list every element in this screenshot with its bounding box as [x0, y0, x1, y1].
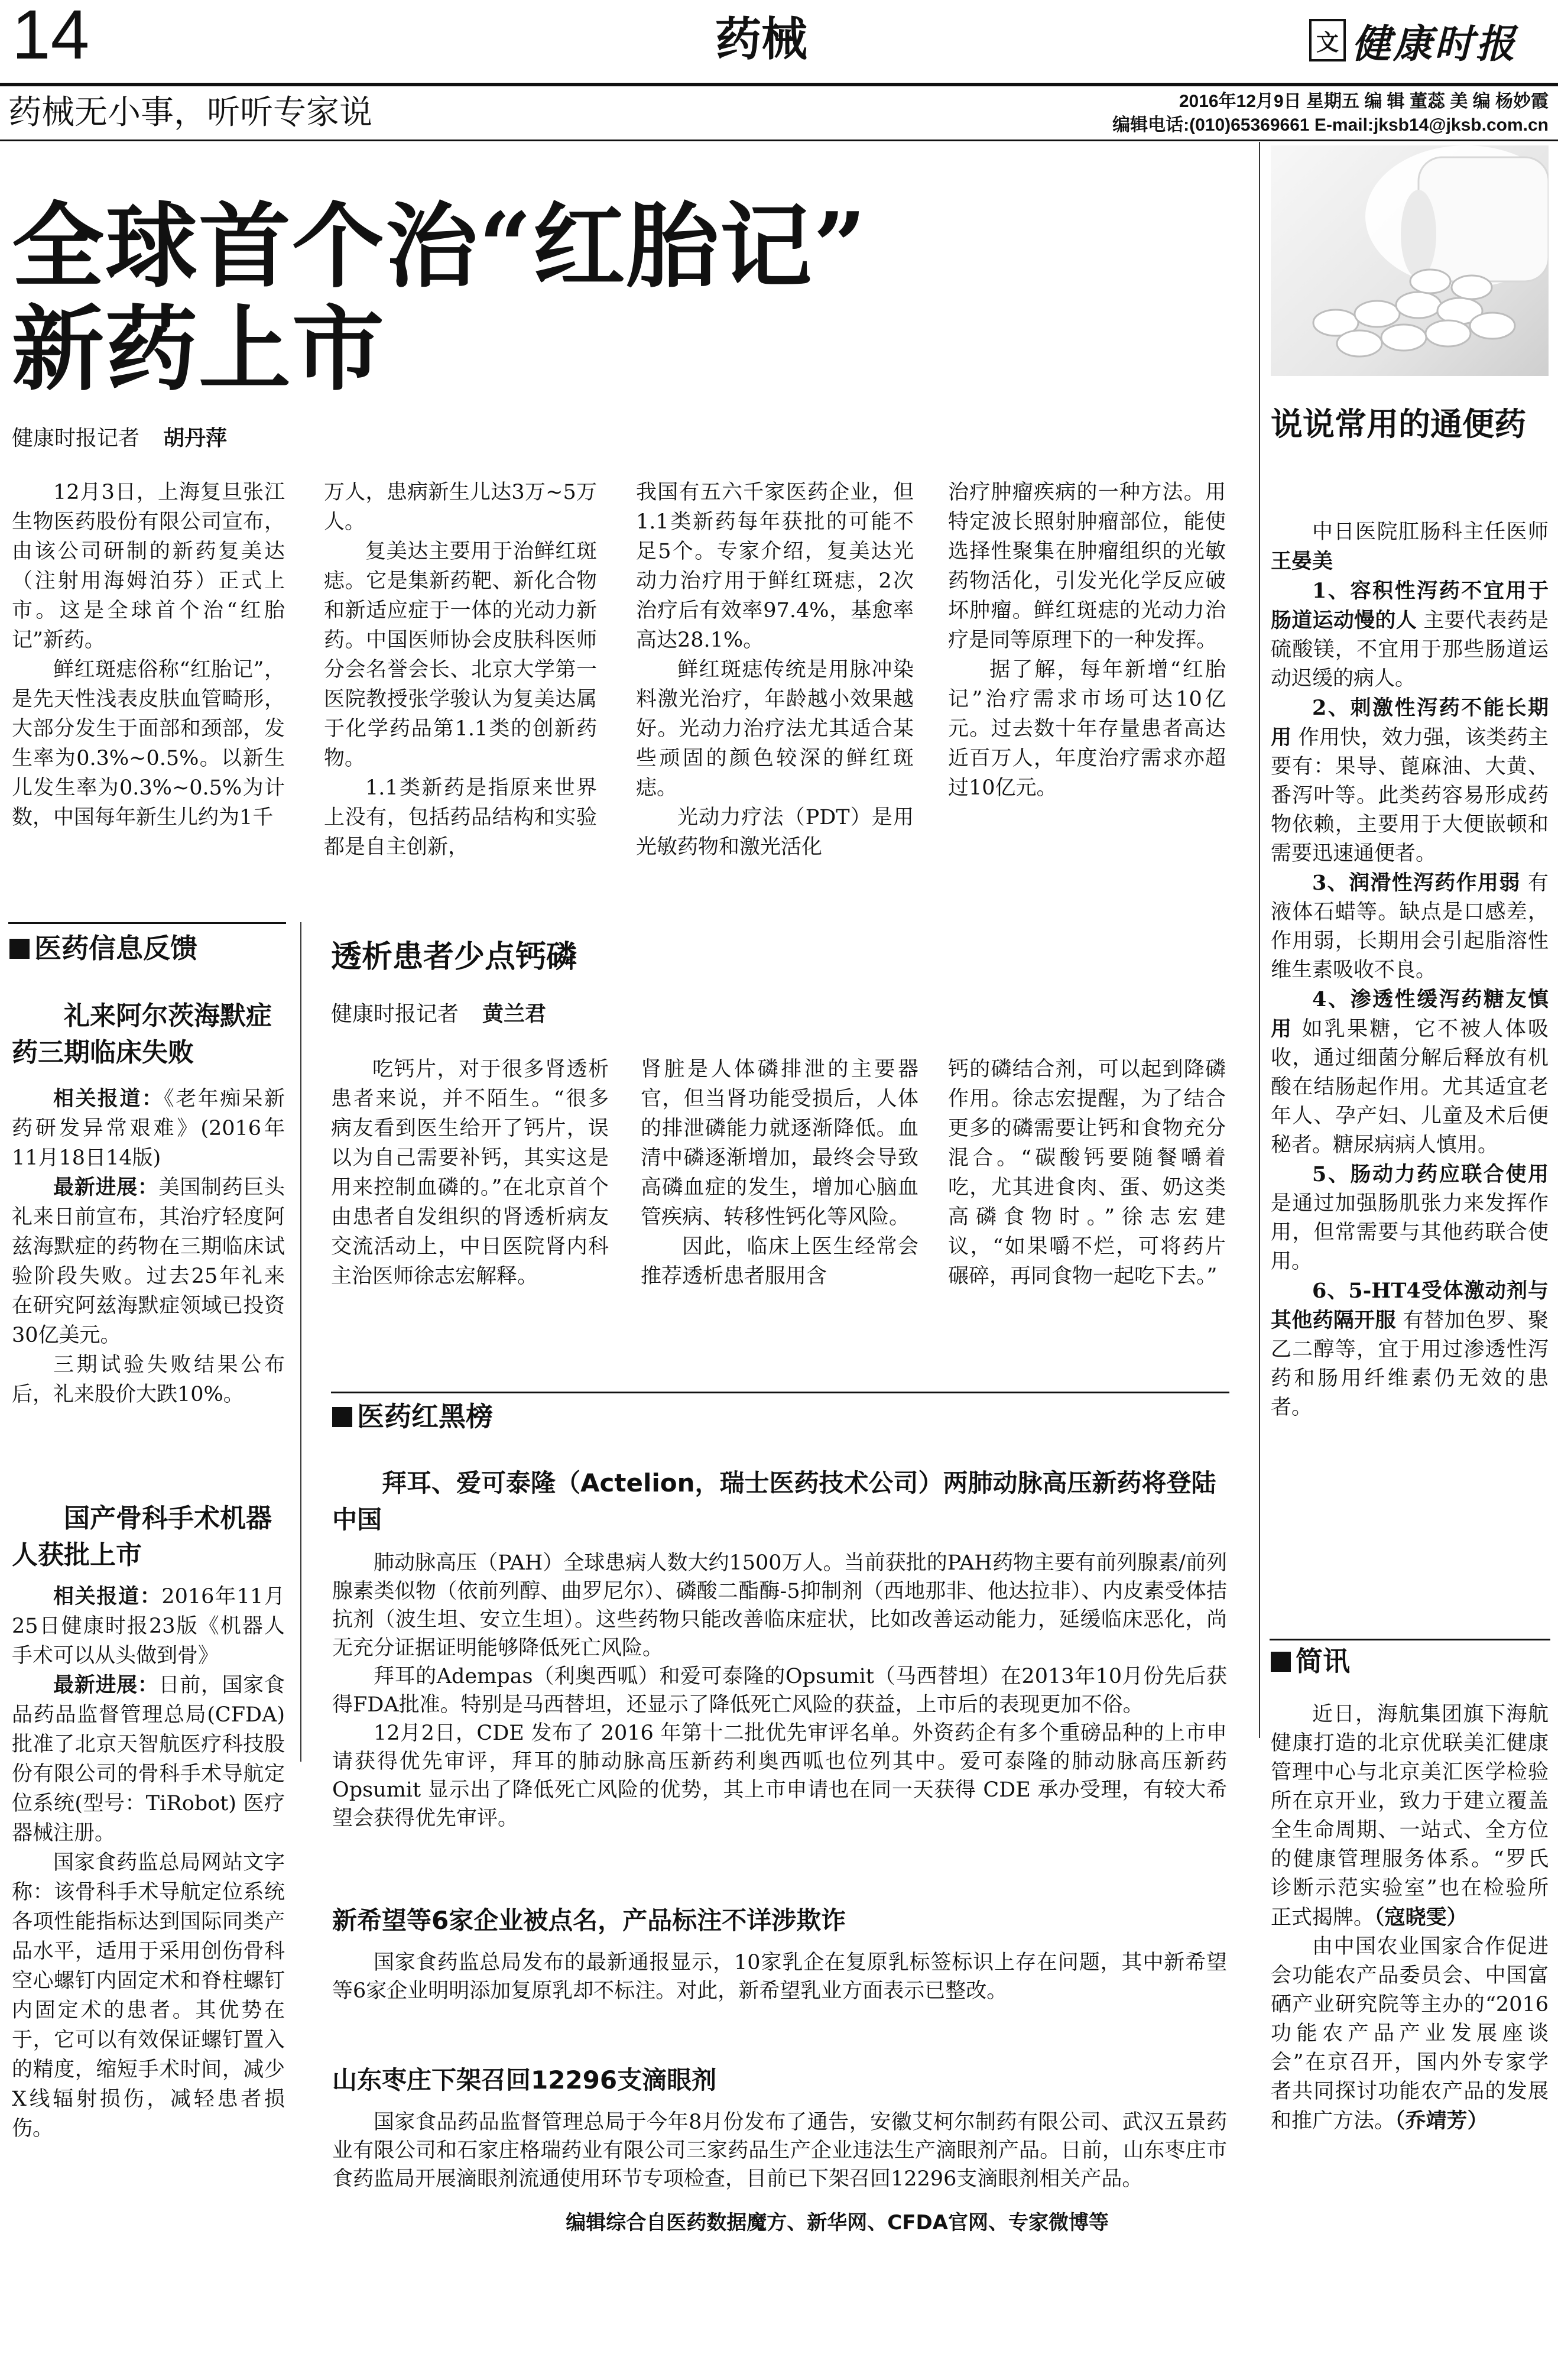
related-report: [12, 1582, 285, 1671]
dialysis-paragraph: 钙的磷结合剂，可以起到降磷作用。徐志宏提醒，为了结合更多的磷需要让钙和食物充分混合。“碳酸钙要随餐嚼着吃，尤其进食肉、蛋、奶这类高磷食物时。”徐志宏建议，“如果嚼不烂，可将药片碾碎，再同食物一起吃下去。”: [948, 1058, 1226, 1288]
feedback-story1-title: 礼来阿尔茨海默症药三期临床失败: [12, 1001, 272, 1068]
sidebar-item-head: 2、刺激性泻药不能长期用: [1271, 696, 1549, 750]
sidebar-item-body: 如乳果糖，它不被人体吸收，通过细菌分解后释放有机酸在结肠起作用。尤其适宜老年人、孕产妇、儿童及术后便秘者。糖尿病病人慎用。: [1271, 1017, 1549, 1157]
lead-paragraph: 万人，患病新生儿达3万~5万人。: [324, 481, 597, 534]
brief-paragraph: [1271, 1932, 1549, 2136]
square-bullet-icon: [1271, 1652, 1291, 1672]
author-title: 中日医院肛肠科主任医师: [1312, 520, 1549, 544]
sidebar-item-body: 有替加色罗、聚乙二醇等，宜于用过渗透性泻药和肠用纤维素仍无效的患者。: [1271, 1309, 1549, 1419]
section-rule: [331, 1392, 1229, 1393]
brief-news-body: [1271, 1700, 1549, 2136]
redblack-credit: 编辑综合自医药数据魔方、新华网、CFDA官网、专家微博等: [566, 2211, 1109, 2235]
header-divider-thin: [0, 140, 1558, 141]
main-byline: [12, 423, 227, 453]
lead-column-4: [948, 478, 1226, 803]
byline-prefix: 健康时报记者: [331, 1002, 459, 1026]
byline-prefix: 健康时报记者: [12, 426, 140, 450]
brief-text: 近日，海航集团旗下海航健康打造的北京优联美汇健康管理中心与北京美汇医学检验所在京开业，致力于建立覆盖全生命周期、一站式、全方位的健康管理服务体系。“罗氏诊断示范实验室”也在检验所正式揭牌。: [1271, 1703, 1549, 1930]
lead-column-2: [324, 478, 597, 862]
sidebar-item-head: 5、肠动力药应联合使用: [1312, 1162, 1549, 1186]
lead-paragraph: 复美达主要用于治鲜红斑痣。它是集新药靶、新化合物和新适应症于一体的光动力新药。中国医师协会皮肤科医师分会名誉会长、北京大学第一医院教授张学骏认为复美达属于化学药品第1.1类的创新药物。: [324, 540, 597, 770]
feedback-story1-body: [12, 1084, 285, 1409]
lead-paragraph: 1.1类新药是指原来世界上没有，包括药品结构和实验都是自主创新，: [324, 776, 597, 859]
feedback-story2-title: 国产骨科手术机器人获批上市: [12, 1503, 272, 1570]
byline-name: 胡丹萍: [163, 426, 228, 450]
sidebar-item-body: 是通过加强肠肌张力来发挥作用，但常需要与其他药联合使用。: [1271, 1192, 1549, 1273]
dialysis-column-2: [641, 1055, 918, 1291]
brief-news-header: [1271, 1642, 1350, 1680]
sidebar-item-body: 有液体石蜡等。缺点是口感差，作用弱，长期用会引起脂溶性维生素吸收不良。: [1271, 871, 1549, 982]
latest-text: 日前，国家食品药品监督管理总局(CFDA) 批准了北京天智航医疗科技股份有限公司的骨科手术导航定位系统(型号：TiRobot) 医疗器械注册。: [12, 1674, 285, 1845]
square-bullet-icon: [9, 939, 30, 959]
redblack-header: [332, 1397, 493, 1435]
redblack-paragraph: 12月2日，CDE 发布了 2016 年第十二批优先审评名单。外资药企有多个重磅品种的上市申请获得优先审评，拜耳的肺动脉高压新药利奥西呱也位列其中。爱可泰隆的肺动脉高压新药 Opsumit 显示出了降低死亡风险的优势，其上市申请也在同一天获得 CDE 承办受理，有较大希望会获得优先审评。: [332, 1721, 1227, 1830]
brand-logo: [1309, 17, 1551, 67]
logo-name: 健康时报: [1352, 20, 1517, 67]
lead-paragraph: 鲜红斑痣传统是用脉冲染料激光治疗，年龄越小效果越好。光动力治疗法尤其适合某些顽固的颜色较深的鲜红斑痣。: [636, 658, 914, 800]
square-bullet-icon: [332, 1407, 352, 1427]
related-text: 《老年痴呆新药研发异常艰难》(2016年11月18日14版): [12, 1087, 285, 1170]
redblack-paragraph: 国家食药监总局发布的最新通报显示，10家乳企在复原乳标签标识上存在问题，其中新希望等6家企业明明添加复原乳却不标注。对此，新希望乳业方面表示已整改。: [332, 1951, 1227, 2003]
lead-paragraph: 12月3日，上海复旦张江生物医药股份有限公司宣布，由该公司研制的新药复美达（注射用海姆泊芬）正式上市。这是全球首个治“红胎记”新药。: [12, 481, 285, 652]
latest-progress: [12, 1671, 285, 1848]
feedback-paragraph: 国家食药监总局网站文字称：该骨科手术导航定位系统各项性能指标达到国际同类产品水平，适用于采用创伤骨科空心螺钉内固定术和脊柱螺钉内固定术的患者。其优势在于，它可以有效保证螺钉置入的精度，缩短手术时间，减少X线辐射损伤，减轻患者损伤。: [12, 1851, 285, 2141]
dialysis-column-3: [948, 1055, 1226, 1291]
latest-label: 最新进展：: [53, 1673, 159, 1697]
redblack-story2-body: [332, 1948, 1227, 2005]
dialysis-paragraph: 肾脏是人体磷排泄的主要器官，但当肾功能受损后，人体的排泄磷能力就逐渐降低。血清中磷逐渐增加，最终会导致高磷血症的发生，增加心脑血管疾病、转移性钙化等风险。: [641, 1058, 918, 1229]
redblack-story2-title: 新希望等6家企业被点名，产品标注不详涉欺诈: [332, 1906, 846, 1935]
lead-column-1: [12, 478, 285, 832]
pills-illustration: [1271, 145, 1549, 376]
pills-photo: [1271, 145, 1549, 376]
sidebar-item-body: 作用快，效力强，该类药主要有：果导、蓖麻油、大黄、番泻叶等。此类药容易形成药物依赖，主要用于大便嵌顿和需要迅速通便者。: [1271, 726, 1549, 865]
column-divider: [300, 922, 301, 1762]
redblack-paragraph: 肺动脉高压（PAH）全球患病人数大约1500万人。当前获批的PAH药物主要有前列腺素/前列腺素类似物（依前列醇、曲罗尼尔）、磷酸二酯酶-5抑制剂（西地那非、他达拉非）、内皮素受体拮抗剂（波生坦、安立生坦）。这些药物只能改善临床症状，比如改善运动能力，延缓临床恶化，尚无充分证据证明能够降低死亡风险。: [332, 1551, 1227, 1660]
brief-author: （寇晓雯）: [1374, 1905, 1468, 1930]
lead-paragraph: 光动力疗法（PDT）是用光敏药物和激光活化: [636, 806, 914, 859]
related-label: 相关报道：: [53, 1584, 162, 1609]
sidebar-item: [1271, 1160, 1549, 1276]
sidebar-item: [1271, 985, 1549, 1160]
lead-paragraph: 鲜红斑痣俗称“红胎记”，是先天性浅表皮肤血管畸形，大部分发生于面部和颈部，发生率为0.3%~0.5%。以新生儿发生率为0.3%~0.5%为计数，中国每年新生儿约为1千: [12, 658, 285, 829]
latest-label: 最新进展：: [53, 1175, 159, 1199]
page-number: 14: [12, 0, 90, 74]
sidebar-item-head: 6、5-HT4受体激动剂与其他药隔开服: [1271, 1279, 1549, 1332]
feedback-story2-body: [12, 1582, 285, 2144]
sidebar-title: 说说常用的通便药: [1271, 406, 1526, 443]
redblack-paragraph: 拜耳的Adempas（利奥西呱）和爱可泰隆的Opsumit（马西替坦）在2013年10月份先后获得FDA批准。特别是马西替坦，还显示了降低死亡风险的获益，上市后的表现更加不俗。: [332, 1665, 1227, 1717]
sidebar-article: [1271, 518, 1549, 1422]
sidebar-item-body: 主要代表药是硫酸镁，不宜用于那些肠道运动迟缓的病人。: [1271, 609, 1549, 690]
sidebar-item-head: 4、渗透性缓泻药糖友慎用: [1271, 987, 1549, 1041]
dialysis-column-1: [331, 1055, 609, 1291]
issue-date-line: 2016年12月9日 星期五 编 辑 董蕊 美 编 杨妙霞: [1179, 92, 1549, 111]
dialysis-paragraph: 吃钙片，对于很多肾透析患者来说，并不陌生。“很多病友看到医生给开了钙片，误以为自己需要补钙，其实这是用来控制血磷的。”在北京首个由患者自发组织的肾透析病友交流活动上，中日医院肾内科主治医师徐志宏解释。: [331, 1058, 609, 1288]
related-report: [12, 1084, 285, 1173]
brief-paragraph: [1271, 1700, 1549, 1932]
brief-text: 由中国农业国家合作促进会功能农产品委员会、中国富硒产业研究院等主办的“2016功能农产品产业发展座谈会”在京召开，国内外专家学者共同探讨功能农产品的发展和推广方法。: [1271, 1935, 1549, 2133]
logo-seal: 文: [1309, 19, 1346, 61]
brief-author: （乔靖芳）: [1395, 2109, 1488, 2133]
feedback-label: 医药信息反馈: [34, 932, 197, 964]
brief-news-label: 简讯: [1296, 1645, 1350, 1677]
column-divider: [1259, 142, 1260, 1738]
redblack-story1-title: 拜耳、爱可泰隆（Actelion，瑞士医药技术公司）两肺动脉高压新药将登陆中国: [332, 1468, 1216, 1534]
sidebar-author: [1271, 518, 1549, 576]
section-name: 药械: [715, 12, 808, 66]
redblack-story1-body: [332, 1549, 1227, 1833]
sidebar-item: [1271, 693, 1549, 868]
dialysis-title: 透析患者少点钙磷: [331, 939, 577, 975]
main-headline: 全球首个治“红胎记” 新药上市: [12, 192, 868, 403]
sidebar-item: [1271, 576, 1549, 693]
byline-name: 黄兰君: [482, 1001, 547, 1026]
dialysis-byline: [331, 999, 546, 1029]
section-rule: [8, 922, 286, 924]
feedback-paragraph: 三期试验失败结果公布后，礼来股价大跌10%。: [12, 1353, 285, 1406]
author-name: 王晏美: [1271, 549, 1333, 573]
sidebar-item: [1271, 1276, 1549, 1422]
redblack-story3-title: 山东枣庄下架召回12296支滴眼剂: [332, 2066, 717, 2094]
column-slogan: 药械无小事，听听专家说: [8, 93, 372, 131]
feedback-header: [9, 929, 197, 967]
redblack-label: 医药红黑榜: [357, 1400, 493, 1432]
contact-line: 编辑电话:(010)65369661 E-mail:jksb14@jksb.com.cn: [1112, 115, 1549, 135]
sidebar-item-head: 3、润滑性泻药作用弱: [1312, 871, 1521, 895]
related-label: 相关报道：: [53, 1087, 164, 1111]
redblack-story3-body: [332, 2108, 1227, 2193]
lead-paragraph: 据了解，每年新增“红胎记”治疗需求市场可达10亿元。过去数十年存量患者高达近百万人，年度治疗需求亦超过10亿元。: [948, 658, 1226, 800]
lead-paragraph: 我国有五六千家医药企业，但1.1类新药每年获批的可能不足5个。专家介绍，复美达光动力治疗用于鲜红斑痣，2次治疗后有效率97.4%，基愈率高达28.1%。: [636, 481, 914, 652]
related-text: 2016年11月25日健康时报23版《机器人手术可以从头做到骨》: [12, 1585, 285, 1668]
lead-column-3: [636, 478, 914, 862]
sidebar-item-head: 1、容积性泻药不宜用于肠道运动慢的人: [1271, 579, 1549, 633]
redblack-paragraph: 国家食品药品监督管理总局于今年8月份发布了通告，安徽艾柯尔制药有限公司、武汉五景药业有限公司和石家庄格瑞药业有限公司三家药品生产企业违法生产滴眼剂产品。日前，山东枣庄市食药监局开展滴眼剂流通使用环节专项检查，目前已下架召回12296支滴眼剂相关产品。: [332, 2110, 1227, 2191]
section-rule: [1270, 1639, 1550, 1640]
latest-text: 美国制药巨头礼来日前宣布，其治疗轻度阿兹海默症的药物在三期临床试验阶段失败。过去25年礼来在研究阿兹海默症领域已投资30亿美元。: [12, 1176, 285, 1347]
latest-progress: [12, 1173, 285, 1350]
lead-paragraph: 治疗肿瘤疾病的一种方法。用特定波长照射肿瘤部位，能使选择性聚集在肿瘤组织的光敏药物活化，引发光化学反应破坏肿瘤。鲜红斑痣的光动力治疗是同等原理下的一种发挥。: [948, 481, 1226, 652]
header-divider: [0, 83, 1558, 86]
dialysis-paragraph: 因此，临床上医生经常会推荐透析患者服用含: [641, 1235, 918, 1288]
sidebar-item: [1271, 868, 1549, 985]
